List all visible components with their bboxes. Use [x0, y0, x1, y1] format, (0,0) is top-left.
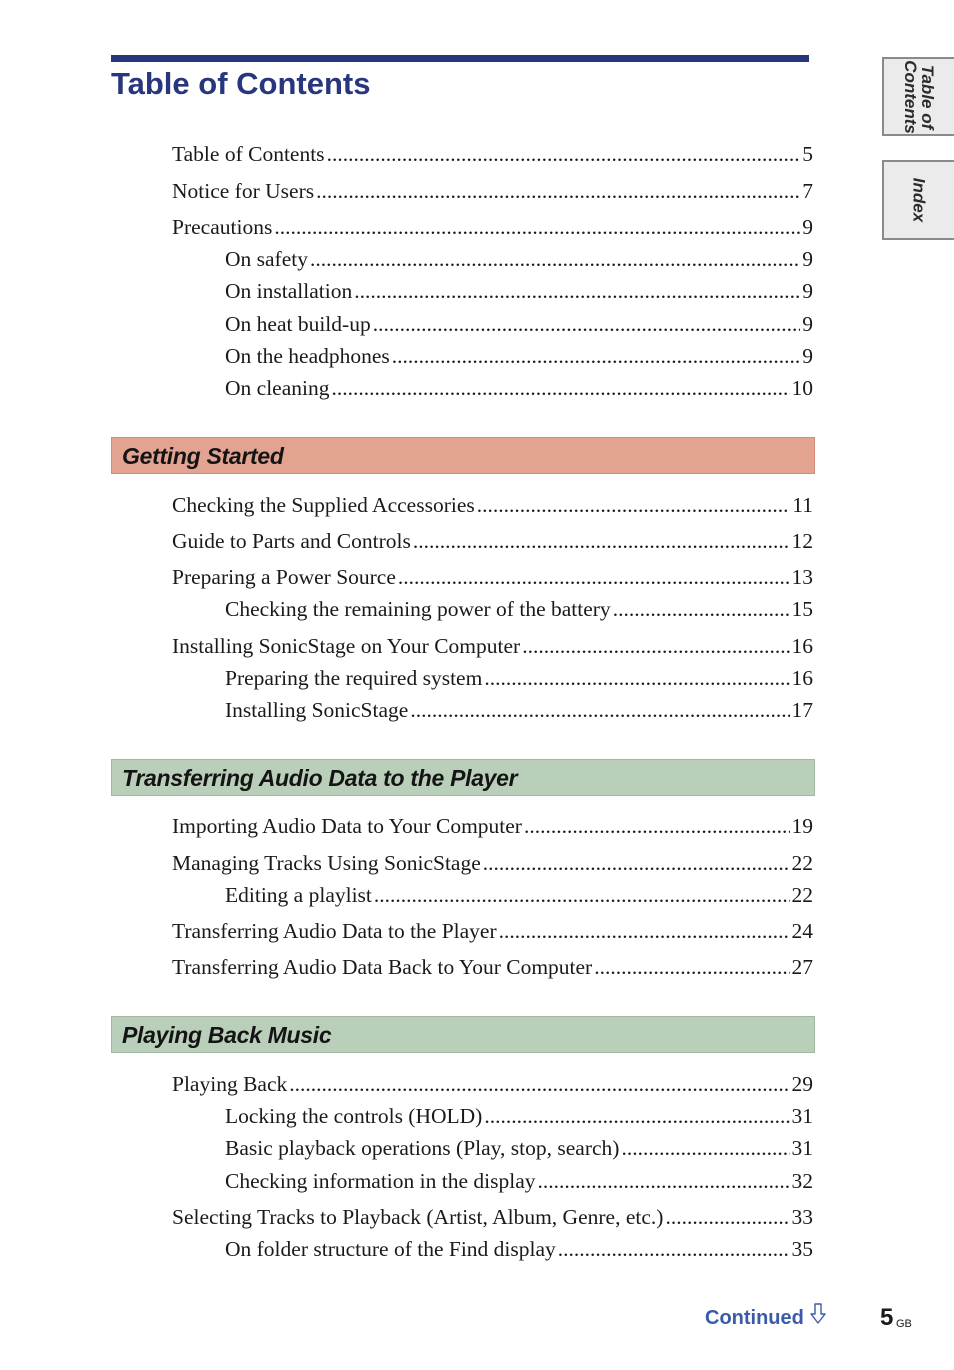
toc-entry[interactable]: On cleaning ..... 10	[225, 374, 813, 402]
toc-entry[interactable]: On folder structure of the Find display ..... 35	[225, 1235, 813, 1263]
toc-entry[interactable]: Installing SonicStage on Your Computer ..... 16	[172, 632, 813, 660]
side-tab-label: Table of Contents	[901, 59, 937, 134]
toc-entry[interactable]: Guide to Parts and Controls ..... 12	[172, 527, 813, 555]
toc-entry[interactable]: Locking the controls (HOLD) ..... 31	[225, 1102, 813, 1130]
toc-entry[interactable]: Transferring Audio Data to the Player ..... 24	[172, 917, 813, 945]
toc-entry[interactable]: Checking information in the display ..... 32	[225, 1167, 813, 1195]
side-tab-label: Index	[909, 177, 929, 223]
toc-entry[interactable]: Importing Audio Data to Your Computer ..... 19	[172, 812, 813, 840]
toc-entry[interactable]: Installing SonicStage ..... 17	[225, 696, 813, 724]
page-number: 5	[880, 1304, 894, 1331]
toc-entry[interactable]: Preparing a Power Source ..... 13	[172, 563, 813, 591]
continued-label: Continued	[705, 1306, 804, 1329]
toc-entry[interactable]: Precautions ..... 9	[172, 213, 813, 241]
continued-link[interactable]	[705, 1303, 826, 1332]
toc-entry[interactable]: On installation ..... 9	[225, 277, 813, 305]
toc-entry[interactable]: Editing a playlist ..... 22	[225, 881, 813, 909]
toc-entry[interactable]: Preparing the required system ..... 16	[225, 664, 813, 692]
section-heading-playing-back-music: Playing Back Music	[111, 1016, 815, 1053]
title-rule	[111, 55, 809, 62]
down-arrow-icon	[810, 1303, 826, 1332]
toc-entry[interactable]: Transferring Audio Data Back to Your Computer ..... 27	[172, 953, 813, 981]
side-tab-table-of-contents[interactable]	[882, 57, 954, 136]
toc-entry[interactable]: On safety ..... 9	[225, 245, 813, 273]
page-number-suffix: GB	[896, 1318, 912, 1330]
section-heading-transferring-audio-data: Transferring Audio Data to the Player	[111, 759, 815, 796]
toc-entry[interactable]: Selecting Tracks to Playback (Artist, Album, Genre, etc.) ..... 33	[172, 1203, 813, 1231]
toc-entry[interactable]: Table of Contents ..... 5	[172, 140, 813, 168]
side-tab-index[interactable]	[882, 160, 954, 240]
toc-entry[interactable]: On the headphones ..... 9	[225, 342, 813, 370]
toc-entry[interactable]: Checking the remaining power of the battery ..... 15	[225, 595, 813, 623]
toc-entry[interactable]: Basic playback operations (Play, stop, search) ..... 31	[225, 1134, 813, 1162]
toc-entry[interactable]: Notice for Users ..... 7	[172, 177, 813, 205]
toc-entry[interactable]: Checking the Supplied Accessories ..... 11	[172, 491, 813, 519]
toc-entry[interactable]: Playing Back ..... 29	[172, 1070, 813, 1098]
toc-entry[interactable]: Managing Tracks Using SonicStage ..... 22	[172, 849, 813, 877]
section-heading-getting-started: Getting Started	[111, 437, 815, 474]
page-title: Table of Contents	[111, 66, 371, 101]
toc-entry[interactable]: On heat build-up ..... 9	[225, 310, 813, 338]
